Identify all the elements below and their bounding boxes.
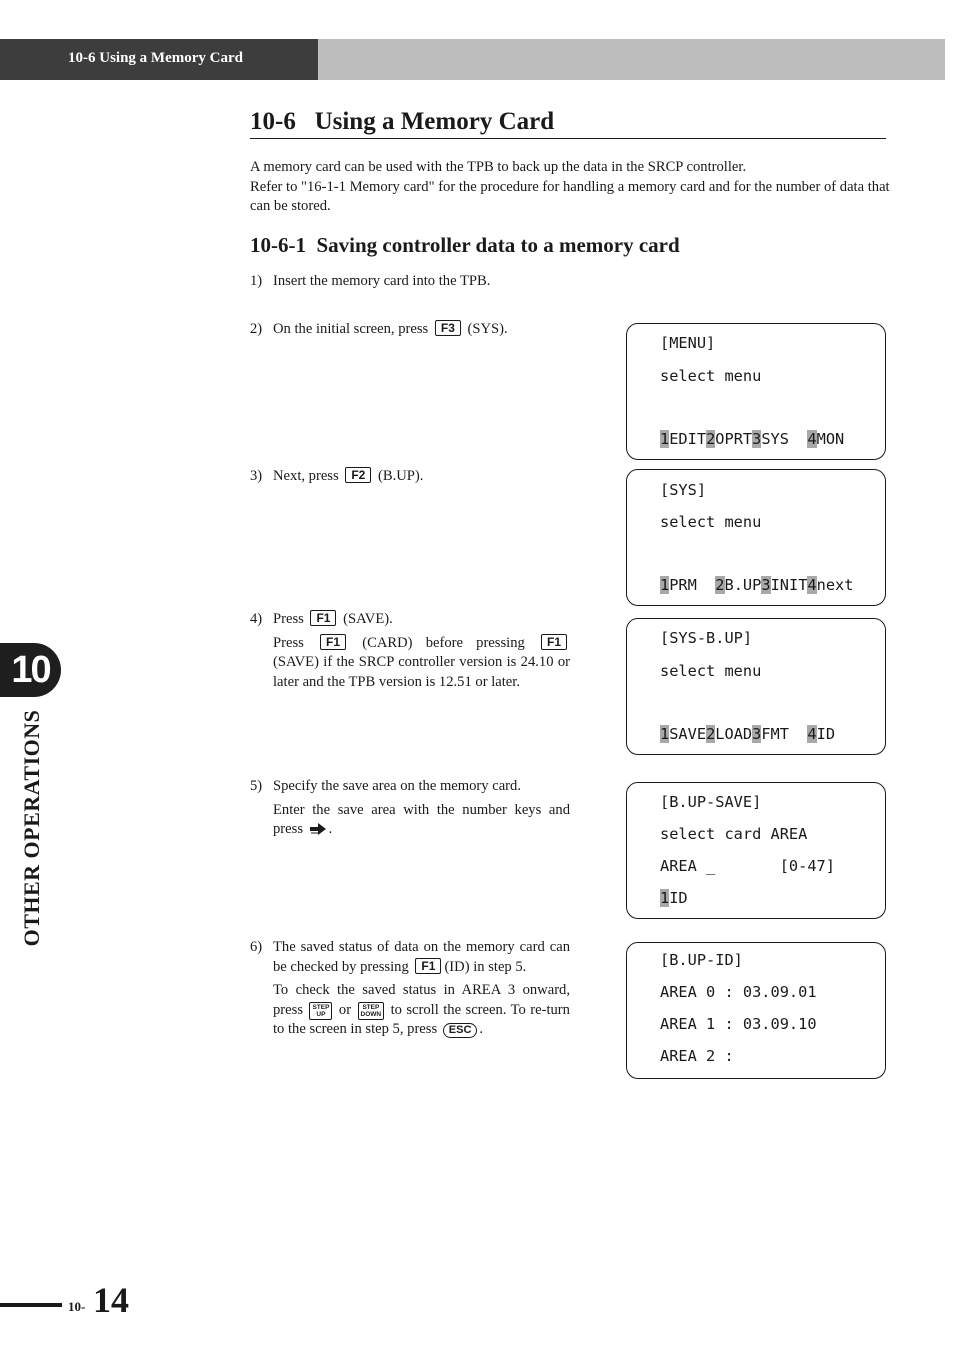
- step-text-post: (ID) in step 5.: [444, 958, 527, 975]
- step-number: 1): [250, 273, 263, 289]
- lcd-line-2: AREA 0 : 03.09.01: [660, 983, 817, 1001]
- f2-key-icon: F2: [345, 467, 371, 483]
- lcd-line-1: [SYS-B.UP]: [660, 629, 753, 647]
- step-text: Press: [273, 611, 304, 627]
- step-3: [250, 467, 570, 487]
- esc-key-icon: ESC: [443, 1023, 478, 1038]
- lcd-screen-sys: [626, 469, 886, 606]
- step-5: [250, 777, 570, 840]
- step-text-post: (SYS).: [467, 321, 508, 337]
- lcd-line-1: [SYS]: [660, 481, 707, 499]
- intro-text: [250, 158, 890, 217]
- step-text: Specify the save area on the memory card.: [273, 778, 521, 794]
- lcd-function-row: 1PRM 2B.UP3INIT4next: [660, 576, 854, 594]
- lcd-screen-bup-id: [626, 942, 886, 1079]
- step-note: To check the saved status in AREA 3 onward, press STEP UP or STEP DOWN to scroll the screen. To re-turn to the screen in step 5, press ESC .: [273, 982, 570, 1037]
- lcd-line-4: AREA 2 :: [660, 1047, 734, 1065]
- step-number: 4): [250, 611, 263, 627]
- chapter-number: 10: [11, 649, 50, 691]
- page-number-prefix: 10-: [68, 1299, 86, 1314]
- step-text: Insert the memory card into the TPB.: [273, 273, 491, 289]
- lcd-screen-sys-bup: [626, 618, 886, 755]
- lcd-line-3: AREA _ [0-47]: [660, 857, 835, 875]
- lcd-function-row: 1ID: [660, 889, 688, 907]
- step-2: [250, 320, 570, 340]
- lcd-line-1: [MENU]: [660, 334, 716, 352]
- step-note: Press F1 (CARD) before pressing F1 (SAVE) if the SRCP controller version is 24.10 or later and the TPB version is 12.51 or later.: [273, 634, 570, 690]
- f1-key-icon: F1: [415, 958, 441, 974]
- lcd-screen-bup-save: [626, 782, 886, 919]
- header-band-right: [318, 39, 945, 80]
- step-1: [250, 272, 570, 292]
- lcd-line-2: select menu: [660, 513, 762, 531]
- step-number: 3): [250, 468, 263, 484]
- step-number: 6): [250, 939, 263, 955]
- chapter-side-title: OTHER OPERATIONS: [19, 709, 44, 947]
- step-text: Next, press: [273, 468, 339, 484]
- title-rule: [250, 138, 886, 139]
- lcd-line-2: select menu: [660, 367, 762, 385]
- step-4: [250, 610, 570, 692]
- lcd-screen-menu: [626, 323, 886, 460]
- step-text: The saved status of data on the memory card can be checked by pressing: [273, 939, 570, 975]
- intro-line-1: A memory card can be used with the TPB to back up the data in the SRCP controller.: [250, 159, 747, 175]
- lcd-line-1: [B.UP-SAVE]: [660, 793, 762, 811]
- section-subtitle: 10-6-1 Saving controller data to a memory card: [250, 233, 680, 257]
- f3-key-icon: F3: [435, 320, 461, 336]
- f1-key-icon: F1: [320, 634, 346, 650]
- lcd-function-row: 1SAVE2LOAD3FMT 4ID: [660, 725, 836, 743]
- lcd-line-2: select menu: [660, 662, 762, 680]
- lcd-line-1: [B.UP-ID]: [660, 951, 743, 969]
- lcd-line-2: select card AREA: [660, 825, 808, 843]
- step-up-key-icon: STEP UP: [309, 1002, 332, 1020]
- enter-arrow-key-icon: [309, 822, 327, 836]
- lcd-function-row: 1EDIT2OPRT3SYS 4MON: [660, 430, 845, 448]
- footer-rule: [0, 1303, 62, 1307]
- step-6: [250, 938, 570, 1040]
- step-number: 2): [250, 321, 263, 337]
- page-title: 10-6 Using a Memory Card: [250, 108, 555, 135]
- header-section-label: 10-6 Using a Memory Card: [68, 50, 243, 66]
- step-text-post: (B.UP).: [378, 468, 424, 484]
- step-text: On the initial screen, press: [273, 321, 429, 337]
- step-note: Enter the save area with the number keys and press .: [273, 801, 570, 837]
- intro-line-2: Refer to "16-1-1 Memory card" for the procedure for handling a memory card and for the number of data that can be stored.: [250, 178, 890, 214]
- f1-key-icon: F1: [541, 634, 567, 650]
- step-down-key-icon: STEP DOWN: [358, 1002, 385, 1020]
- page-number: 14: [93, 1280, 129, 1320]
- lcd-line-3: AREA 1 : 03.09.10: [660, 1015, 817, 1033]
- step-number: 5): [250, 778, 263, 794]
- step-text-post: (SAVE).: [343, 611, 393, 627]
- f1-key-icon: F1: [310, 610, 336, 626]
